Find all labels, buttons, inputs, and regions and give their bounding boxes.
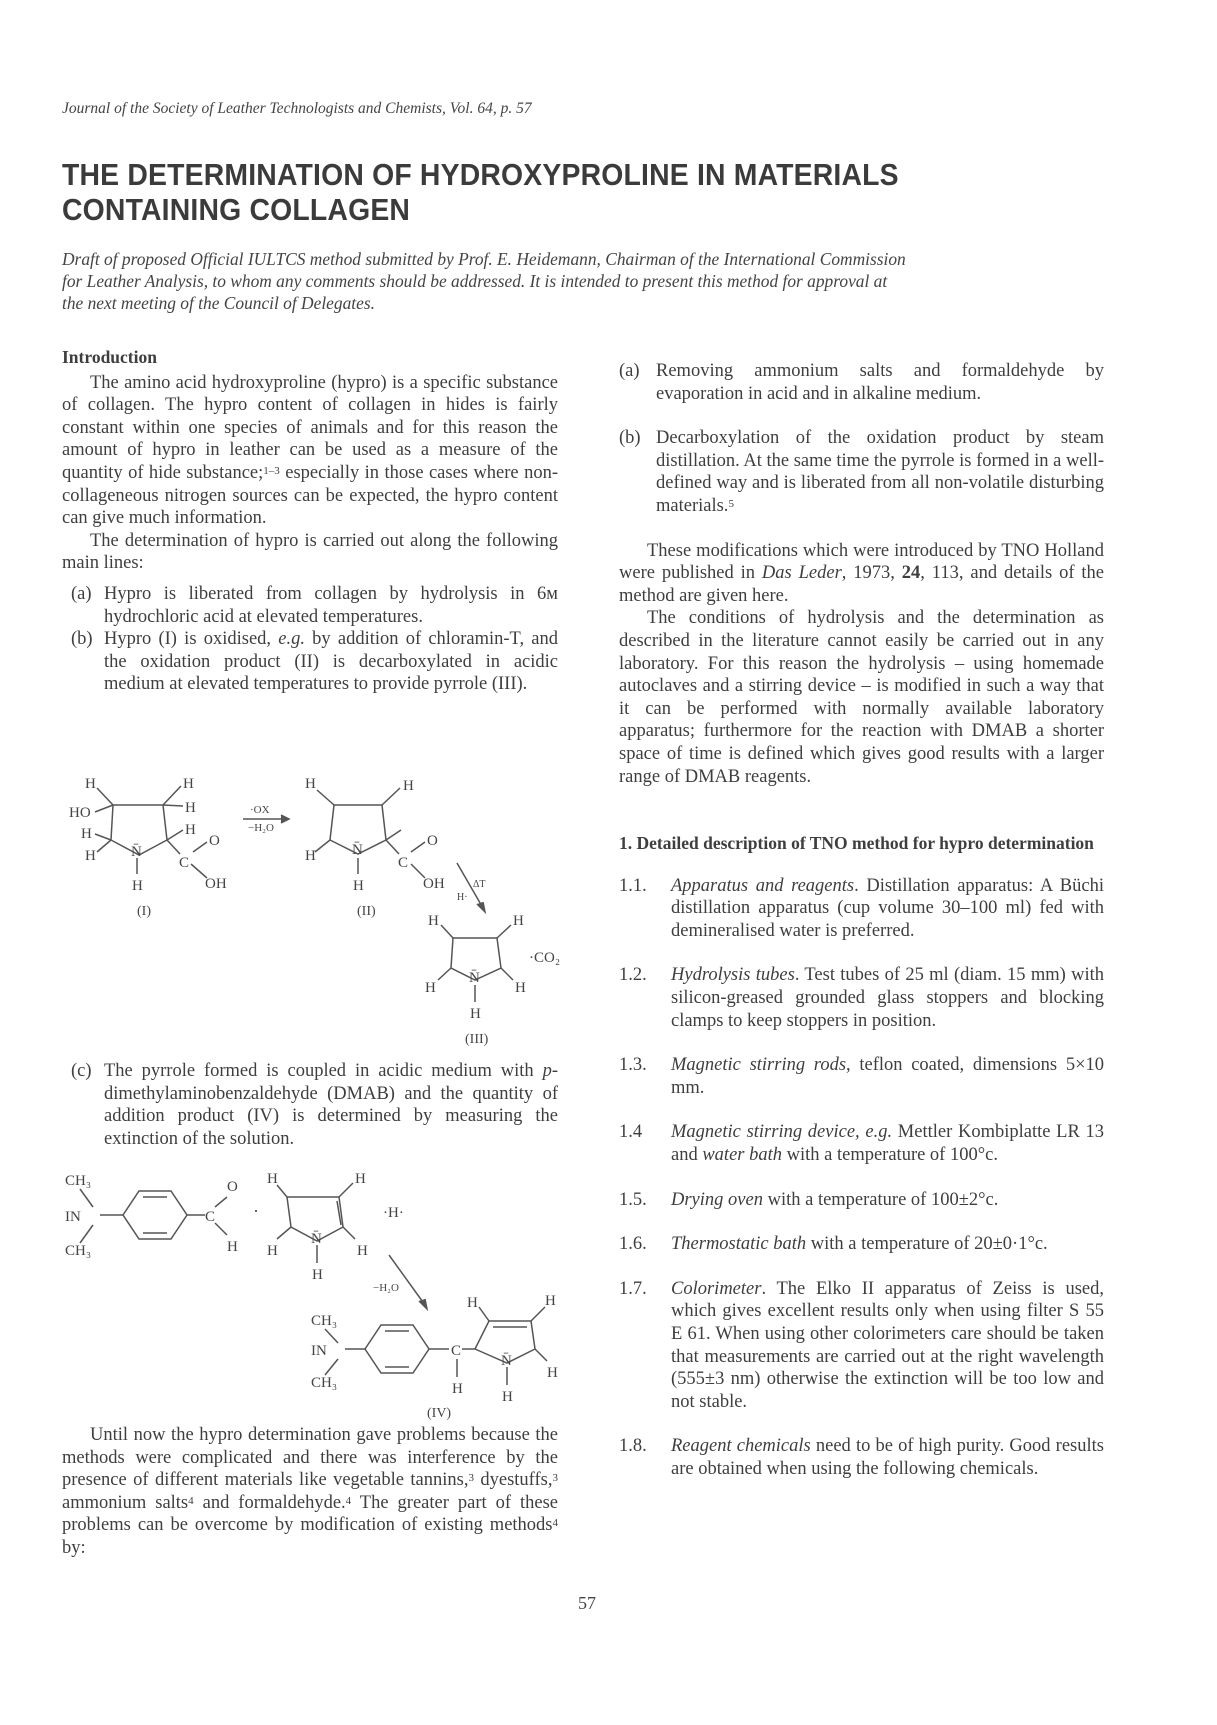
svg-text:H: H	[312, 1267, 323, 1283]
svg-text:H: H	[470, 1006, 481, 1022]
list-item-a: (a) Hypro is liberated from collagen by hydrolysis in 6ᴍ hydrochloric acid at elevated temperatures.	[71, 583, 558, 627]
svg-text:·H·: ·H·	[383, 1205, 404, 1221]
svg-text:N̄: N̄	[501, 1353, 512, 1369]
svg-text:O: O	[227, 1179, 238, 1195]
label-compound-I: (I)	[137, 904, 151, 919]
abstract-line-3: the next meeting of the Council of Delegates.	[62, 293, 375, 313]
svg-text:H: H	[452, 1381, 463, 1397]
item-1-3: 1.3. Magnetic stirring rods, teflon coated, dimensions 5×10 mm.	[619, 1055, 1104, 1098]
svg-text:IN: IN	[311, 1343, 327, 1359]
compound-III-structure	[425, 913, 560, 1047]
svg-text:H: H	[515, 980, 526, 996]
svg-text:H: H	[185, 800, 196, 816]
reaction-scheme-dmab-coupling	[55, 1155, 575, 1420]
abstract-line-1: Draft of proposed Official IULTCS method submitted by Prof. E. Heidemann, Chairman of the International Commission	[62, 249, 906, 269]
section-heading-tno-method: 1. Detailed description of TNO method for hypro determination	[619, 833, 1094, 854]
svg-text:H: H	[85, 776, 96, 792]
svg-text:O: O	[427, 833, 438, 849]
item-1-6: 1.6. Thermostatic bath with a temperature of 20±0·1°c.	[619, 1234, 1048, 1255]
svg-text:H: H	[305, 776, 316, 792]
abstract-note	[62, 248, 1122, 314]
svg-text:CH₃: CH₃	[65, 1243, 92, 1259]
journal-citation: Journal of the Society of Leather Technologists and Chemists, Vol. 64, p. 57	[62, 100, 532, 117]
svg-text:·CO₂: ·CO₂	[529, 950, 561, 966]
list-item-b: (b) Hypro (I) is oxidised, e.g. by addition of chloramin-T, and the oxidation product (II) is decarboxylated in acidic medium at elevated temperatures to provide pyrrole (III).	[71, 629, 558, 695]
svg-text:−H₂O: −H₂O	[373, 1282, 399, 1294]
intro-paragraph-2: The determination of hypro is carried out along the following main lines:	[62, 530, 558, 574]
svg-text:H: H	[547, 1365, 558, 1381]
conditions-paragraph: The conditions of hydrolysis and the determination as described in the literature cannot easily be carried out in any laboratory. For this reason the hydrolysis – using homemade autoclaves and a stirring device – is modified in such a way that it can be performed with normally available laboratory apparatus; furthermore for the reaction with DMAB a shorter space of time is defined which gives good results with a larger range of DMAB reagents.	[619, 608, 1104, 787]
svg-text:H: H	[425, 980, 436, 996]
oxidation-arrow	[243, 804, 289, 834]
svg-text:H: H	[545, 1293, 556, 1309]
svg-text:H: H	[353, 878, 364, 894]
svg-text:HO: HO	[69, 805, 91, 821]
svg-text:C: C	[398, 855, 409, 871]
section-heading-introduction: Introduction	[62, 347, 157, 367]
svg-text:H: H	[357, 1243, 368, 1259]
item-1-8: 1.8. Reagent chemicals need to be of high purity. Good results are obtained when using the following chemicals.	[619, 1436, 1104, 1479]
svg-text:H: H	[403, 778, 414, 794]
pyrrole-structure	[267, 1171, 368, 1283]
svg-text:−H₂O: −H₂O	[248, 822, 274, 834]
svg-text:H: H	[132, 878, 143, 894]
abstract-line-2: for Leather Analysis, to whom any comments should be addressed. It is intended to present this method for approval at	[62, 271, 888, 291]
svg-text:C: C	[179, 855, 190, 871]
svg-text:CH₃: CH₃	[65, 1173, 92, 1189]
svg-text:N̄: N̄	[352, 842, 363, 858]
condensation-arrow	[373, 1255, 427, 1309]
item-1-1: 1.1. Apparatus and reagents. Distillation apparatus: A Büchi distillation apparatus (cup volume 30–100 ml) fed with demineralised water is preferred.	[619, 875, 1104, 941]
svg-text:C: C	[451, 1343, 462, 1359]
svg-text:H: H	[267, 1171, 278, 1187]
svg-text:H: H	[81, 826, 92, 842]
svg-text:O: O	[209, 833, 220, 849]
list-item-c: (c) The pyrrole formed is coupled in acidic medium with p-dimethylaminobenzaldehyde (DMAB) and the quantity of addition product (IV) is determined by measuring the extinction of the solution.	[71, 1061, 558, 1149]
item-1-4: 1.4 Magnetic stirring device, e.g. Mettler Kombiplatte LR 13 and water bath with a temperature of 100°c.	[619, 1122, 1105, 1166]
left-column-intro	[62, 346, 558, 696]
svg-text:H·: H·	[457, 892, 468, 903]
compound-II-structure	[305, 776, 445, 919]
left-column-problems	[62, 1424, 558, 1560]
tno-paragraph: These modifications which were introduced by TNO Holland were published in Das Leder, 1973, 24, 113, and details of the method are given here.	[619, 540, 1105, 606]
svg-text:C: C	[205, 1209, 216, 1225]
svg-text:·OX: ·OX	[250, 804, 270, 816]
svg-text:H: H	[513, 913, 524, 929]
dmab-structure	[65, 1173, 238, 1259]
svg-text:·: ·	[253, 1201, 259, 1221]
svg-text:IN: IN	[65, 1209, 81, 1225]
citation: 1–3	[263, 464, 280, 477]
svg-text:H: H	[502, 1389, 513, 1405]
svg-text:N̄: N̄	[311, 1231, 322, 1247]
svg-text:CH₃: CH₃	[311, 1375, 338, 1391]
svg-text:H: H	[428, 913, 439, 929]
label-compound-III: (III)	[465, 1032, 489, 1047]
svg-text:N̄: N̄	[469, 970, 480, 986]
svg-text:H: H	[355, 1171, 366, 1187]
svg-text:N̄: N̄	[131, 844, 142, 860]
svg-text:H: H	[227, 1239, 238, 1255]
addition-product-structure	[311, 1293, 558, 1405]
label-compound-IV: (IV)	[427, 1406, 452, 1420]
right-column	[619, 360, 1104, 1481]
svg-text:H: H	[183, 776, 194, 792]
modification-a: (a) Removing ammonium salts and formaldehyde by evaporation in acid and in alkaline medium.	[619, 361, 1104, 404]
article-title	[62, 158, 1085, 228]
modification-b: (b) Decarboxylation of the oxidation product by steam distillation. At the same time the pyrrole is formed in a well-defined way and is liberated from all non-volatile disturbing materials.$^5$	[619, 428, 1105, 516]
svg-text:H: H	[467, 1295, 478, 1311]
intro-paragraph-1: The amino acid hydroxyproline (hypro) is a specific substance of collagen. The hypro content of collagen in hides is fairly constant within one species of animals and for this reason the amount of hypro in leather can be used as a measure of the quantity of hide substance;$^{1-3}$ especially in those cases where non-collageneous nitrogen sources can be expected, the hypro content can give much information.	[62, 372, 558, 529]
decarboxylation-arrow	[457, 863, 486, 912]
svg-text:ΔT: ΔT	[473, 879, 486, 890]
item-1-2: 1.2. Hydrolysis tubes. Test tubes of 25 ml (diam. 15 mm) with silicon-greased grounded glass stoppers and blocking clamps to keep stoppers in position.	[619, 965, 1104, 1031]
svg-text:H: H	[267, 1243, 278, 1259]
svg-text:H: H	[305, 848, 316, 864]
title-line-2: CONTAINING COLLAGEN	[62, 193, 411, 227]
svg-text:H: H	[185, 822, 196, 838]
left-column-item-c	[62, 1060, 558, 1150]
svg-text:H: H	[85, 848, 96, 864]
reaction-scheme-hypro-to-pyrrole	[55, 760, 575, 1060]
item-1-5: 1.5. Drying oven with a temperature of 100±2°c.	[619, 1189, 999, 1210]
problems-paragraph: Until now the hypro determination gave problems because the methods were complicated and there was interference by the presence of different materials like vegetable tannins,$^3$ dyestuffs,$^3$ ammonium salts$^4$ and formaldehyde.$^4$ The greater part of these problems can be overcome by modification of existing methods$^4$ by:	[62, 1425, 558, 1558]
compound-I-structure	[69, 776, 227, 919]
item-1-7: 1.7. Colorimeter. The Elko II apparatus of Zeiss is used, which gives excellent results only when using filter S 55 E 61. When using other colorimeters care should be taken that measurements are carried out at the right wavelength (555±3 nm) otherwise the extinction will be too low and not stable.	[619, 1278, 1104, 1412]
page-number: 57	[578, 1593, 596, 1613]
title-line-1: THE DETERMINATION OF HYDROXYPROLINE IN MATERIALS	[62, 158, 899, 192]
svg-text:CH₃: CH₃	[311, 1313, 338, 1329]
svg-text:OH: OH	[423, 876, 445, 892]
label-compound-II: (II)	[357, 904, 376, 919]
svg-text:OH: OH	[205, 876, 227, 892]
